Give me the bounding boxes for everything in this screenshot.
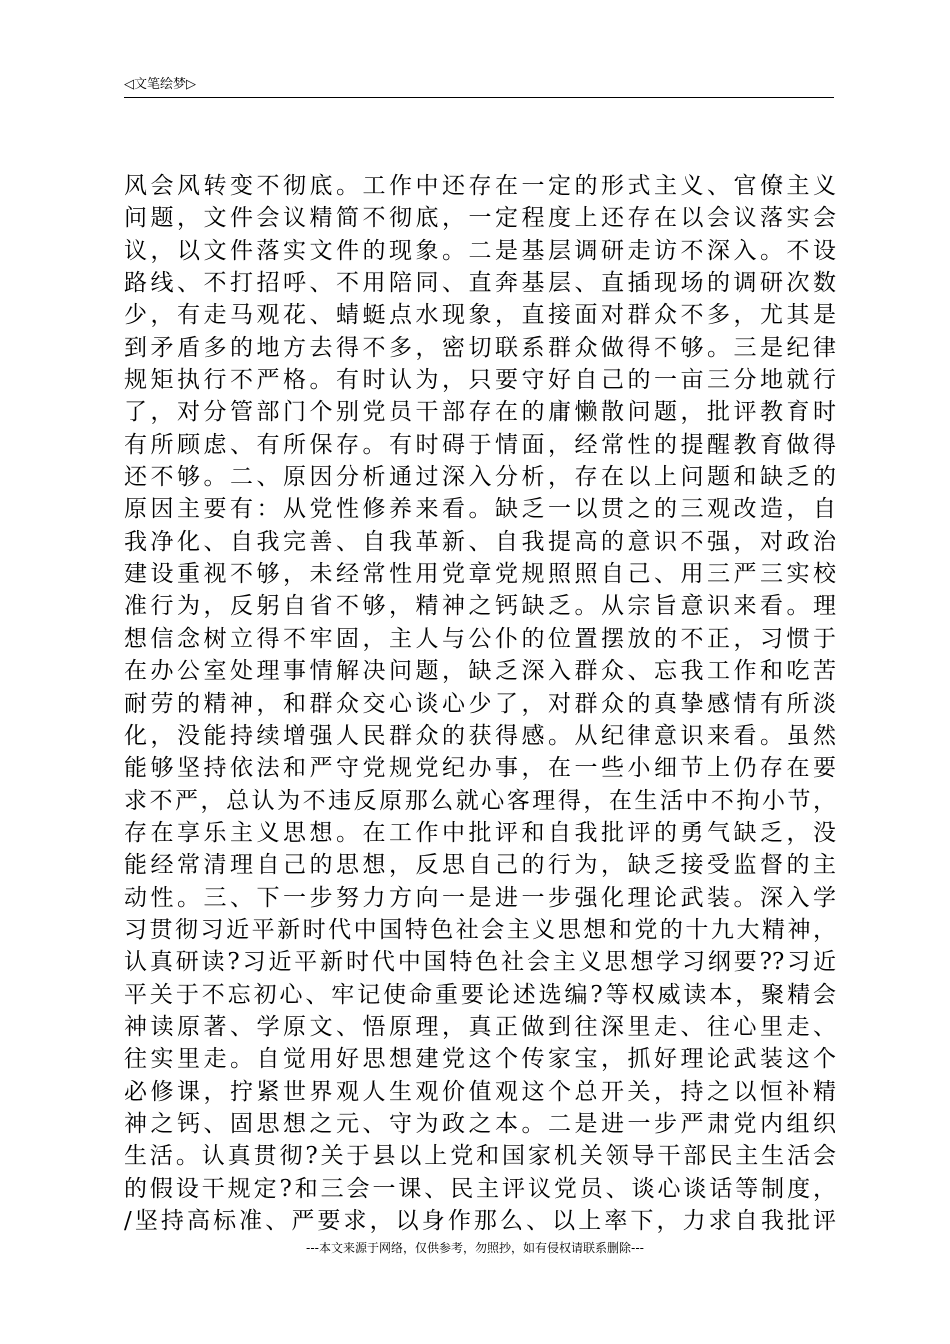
text-line: 规矩执行不严格。有时认为，只要守好自己的一亩三分地就行 xyxy=(124,367,836,394)
text-line: 的假设干规定?和三会一课、民主评议党员、谈心谈话等制度， xyxy=(124,1175,836,1202)
text-line: 风会风转变不彻底。工作中还存在一定的形式主义、官僚主义 xyxy=(124,173,836,199)
text-line: 动性。三、下一步努力方向一是进一步强化理论武装。深入学 xyxy=(124,884,836,911)
text-line: 问题，文件会议精简不彻底，一定程度上还存在以会议落实会 xyxy=(124,205,836,232)
text-line: 准行为，反躬自省不够，精神之钙缺乏。从宗旨意识来看。理 xyxy=(124,593,836,620)
text-line: 习贯彻习近平新时代中国特色社会主义思想和党的十九大精神， xyxy=(124,916,836,943)
text-line: 建设重视不够，未经常性用党章党规照照自己、用三严三实校 xyxy=(124,561,836,588)
text-line: 往实里走。自觉用好思想建党这个传家宝，抓好理论武装这个 xyxy=(124,1046,836,1073)
body-text xyxy=(124,170,836,1237)
header-divider xyxy=(124,97,834,98)
text-line: 少，有走马观花、蜻蜓点水现象，直接面对群众不多，尤其是 xyxy=(124,302,836,329)
text-line: 求不严，总认为不违反原那么就心客理得，在生活中不拘小节， xyxy=(124,787,836,814)
text-line: 在办公室处理事情解决问题，缺乏深入群众、忘我工作和吃苦 xyxy=(124,658,836,685)
header-title: ◁文笔绘梦▷ xyxy=(124,77,196,92)
page-footer: ---本文来源于网络，仅供参考，勿照抄，如有侵权请联系删除--- xyxy=(306,1241,644,1255)
text-line: 能经常清理自己的思想，反思自己的行为，缺乏接受监督的主 xyxy=(124,852,836,879)
text-line: 原因主要有：从党性修养来看。缺乏一以贯之的三观改造，自 xyxy=(124,496,836,523)
text-line: 路线、不打招呼、不用陪同、直奔基层、直插现场的调研次数 xyxy=(124,270,836,297)
text-line: 有所顾虑、有所保存。有时碍于情面，经常性的提醒教育做得 xyxy=(124,431,836,458)
text-line: 神之钙、固思想之元、守为政之本。二是进一步严肃党内组织 xyxy=(124,1110,836,1137)
text-line: 我净化、自我完善、自我革新、自我提高的意识不强，对政治 xyxy=(124,528,836,555)
text-line: 化，没能持续增强人民群众的获得感。从纪律意识来看。虽然 xyxy=(124,722,836,749)
text-line: 神读原著、学原文、悟原理，真正做到往深里走、往心里走、 xyxy=(124,1013,836,1040)
text-line: 了，对分管部门个别党员干部存在的庸懒散问题，批评教育时 xyxy=(124,399,836,426)
text-line: 耐劳的精神，和群众交心谈心少了，对群众的真挚感情有所淡 xyxy=(124,690,836,717)
text-line: 想信念树立得不牢固，主人与公仆的位置摆放的不正，习惯于 xyxy=(124,625,836,652)
text-line: 必修课，拧紧世界观人生观价值观这个总开关，持之以恒补精 xyxy=(124,1078,836,1105)
page-header xyxy=(124,76,834,98)
text-line: 存在享乐主义思想。在工作中批评和自我批评的勇气缺乏，没 xyxy=(124,819,836,846)
text-line: 议，以文件落实文件的现象。二是基层调研走访不深入。不设 xyxy=(124,237,836,264)
text-line: 认真研读?习近平新时代中国特色社会主义思想学习纲要??习近 xyxy=(124,949,836,976)
text-line: 生活。认真贯彻?关于县以上党和国家机关领导干部民主生活会 xyxy=(124,1143,836,1170)
text-line: 平关于不忘初心、牢记使命重要论述选编?等权威读本，聚精会 xyxy=(124,981,836,1008)
text-line: 能够坚持依法和严守党规党纪办事，在一些小细节上仍存在要 xyxy=(124,755,836,782)
text-line: 还不够。二、原因分析通过深入分析，存在以上问题和缺乏的 xyxy=(124,464,836,491)
text-line: /坚持高标准、严要求，以身作那么、以上率下，力求自我批评 xyxy=(124,1208,836,1234)
text-line: 到矛盾多的地方去得不多，密切联系群众做得不够。三是纪律 xyxy=(124,334,836,361)
